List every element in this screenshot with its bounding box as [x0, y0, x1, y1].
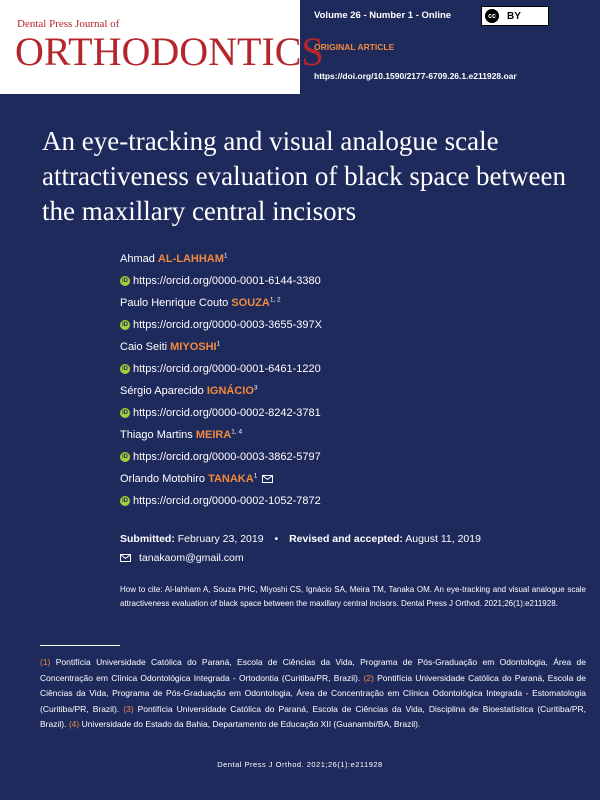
- author-name: [120, 248, 580, 270]
- accepted-label: Revised and accepted:: [289, 533, 403, 545]
- author-affiliation-sup: 1: [216, 340, 221, 348]
- affiliation-text: Universidade do Estado da Bahia, Departamento de Educação XII (Guanambi/BA, Brazil).: [79, 719, 421, 729]
- affiliation-number: (1): [40, 657, 51, 667]
- author-surname: AL-LAHHAM: [157, 253, 224, 265]
- author-given-name: Thiago Martins: [120, 429, 193, 441]
- author-surname: SOUZA: [231, 297, 270, 309]
- author-affiliation-sup: 1: [253, 472, 258, 480]
- affiliations: [40, 655, 586, 733]
- bullet-separator: •: [274, 533, 279, 545]
- author-name: [120, 380, 580, 402]
- doi-link[interactable]: https://doi.org/10.1590/2177-6709.26.1.e211928.oar: [314, 71, 517, 81]
- author-affiliation-sup: 1, 4: [231, 428, 243, 436]
- envelope-icon[interactable]: [262, 475, 273, 483]
- journal-name: ORTHODONTICS: [15, 29, 324, 74]
- author-given-name: Sérgio Aparecido: [120, 385, 204, 397]
- orcid-icon: iD: [122, 278, 128, 284]
- envelope-icon: [120, 554, 131, 562]
- orcid-link[interactable]: [120, 270, 580, 292]
- page-footer: Dental Press J Orthod. 2021;26(1):e211928: [217, 760, 383, 769]
- journal-logo-panel: [0, 0, 324, 94]
- orcid-url[interactable]: https://orcid.org/0000-0001-6144-3380: [133, 275, 321, 287]
- submitted-date: February 23, 2019: [177, 533, 264, 545]
- affiliation-text: Pontifícia Universidade Católica do Paraná, Escola de Ciências da Vida, Programa de Pós-Graduação em Odontologia, Área de Concentração em Clínica Odontológica Integrada - Estomatologia (Curitiba/PR, Brazil).: [40, 672, 586, 714]
- orcid-link[interactable]: [120, 446, 580, 468]
- orcid-url[interactable]: https://orcid.org/0000-0002-8242-3781: [133, 407, 321, 419]
- license-badge[interactable]: [481, 6, 549, 26]
- submission-dates: [120, 533, 580, 545]
- orcid-url[interactable]: https://orcid.org/0000-0002-1052-7872: [133, 495, 321, 507]
- author-name: [120, 424, 580, 446]
- author-given-name: Orlando Motohiro: [120, 473, 205, 485]
- affiliation-number: (2): [363, 672, 374, 683]
- author-name: [120, 336, 580, 358]
- volume-info: Volume 26 - Number 1 - Online: [314, 10, 452, 21]
- author-affiliation-sup: 1: [223, 252, 228, 260]
- article-title: An eye-tracking and visual analogue scale attractiveness evaluation of black space between the maxillary central incisors: [42, 126, 567, 226]
- affiliation-text: Pontifícia Universidade Católica do Paraná, Escola de Ciências da Vida, Disciplina de Bioestatística (Curitiba/PR, Brazil).: [40, 703, 586, 729]
- article-type: ORIGINAL ARTICLE: [314, 42, 395, 52]
- affiliation-number: (4): [68, 719, 80, 729]
- submitted-label: Submitted:: [120, 533, 175, 545]
- author-surname: TANAKA: [208, 473, 254, 485]
- contact-email[interactable]: [120, 552, 244, 564]
- author-name: [120, 292, 580, 314]
- author-affiliation-sup: 3: [253, 384, 258, 392]
- orcid-icon: iD: [122, 454, 128, 460]
- orcid-link[interactable]: [120, 358, 580, 380]
- orcid-url[interactable]: https://orcid.org/0000-0003-3862-5797: [133, 451, 321, 463]
- author-given-name: Ahmad: [120, 253, 155, 265]
- orcid-icon: iD: [122, 322, 128, 328]
- author-list: [120, 248, 580, 512]
- affiliation-text: Pontifícia Universidade Católica do Paraná, Escola de Ciências da Vida, Programa de Pós-Graduação em Odontologia, Área de Concentração em Clínica Odontológica Integrada - Ortodontia (Curitiba/PR, Brazil).: [40, 657, 586, 683]
- affiliation-number: (3): [123, 703, 134, 714]
- orcid-link[interactable]: [120, 314, 580, 336]
- email-address[interactable]: tanakaom@gmail.com: [139, 552, 244, 564]
- orcid-icon: iD: [122, 410, 128, 416]
- author-name: [120, 468, 580, 490]
- how-to-cite: How to cite: Al-lahham A, Souza PHC, Miyoshi CS, Ignácio SA, Meira TM, Tanaka OM. An eye-tracking and visual analogue scale attractiveness evaluation of black space between the maxillary central incisors. Dental Press J Orthod. 2021;26(1):e211928.: [120, 585, 586, 608]
- author-given-name: Caio Seiti: [120, 341, 168, 353]
- author-surname: IGNÁCIO: [206, 385, 254, 397]
- orcid-icon: iD: [122, 498, 128, 504]
- orcid-url[interactable]: https://orcid.org/0000-0003-3655-397X: [133, 319, 322, 331]
- journal-subtitle: Dental Press Journal of: [17, 18, 120, 30]
- orcid-url[interactable]: https://orcid.org/0000-0001-6461-1220: [133, 363, 321, 375]
- orcid-link[interactable]: [120, 402, 580, 424]
- footnote-divider: [40, 645, 120, 646]
- author-given-name: Paulo Henrique Couto: [120, 297, 229, 309]
- orcid-link[interactable]: [120, 490, 580, 512]
- author-surname: MEIRA: [195, 429, 232, 441]
- accepted-date: August 11, 2019: [405, 533, 481, 545]
- orcid-icon: iD: [122, 366, 128, 372]
- author-surname: MIYOSHI: [170, 341, 217, 353]
- license-label: BY: [507, 10, 521, 22]
- cc-icon: cc: [485, 9, 499, 23]
- author-affiliation-sup: 1, 2: [269, 296, 281, 304]
